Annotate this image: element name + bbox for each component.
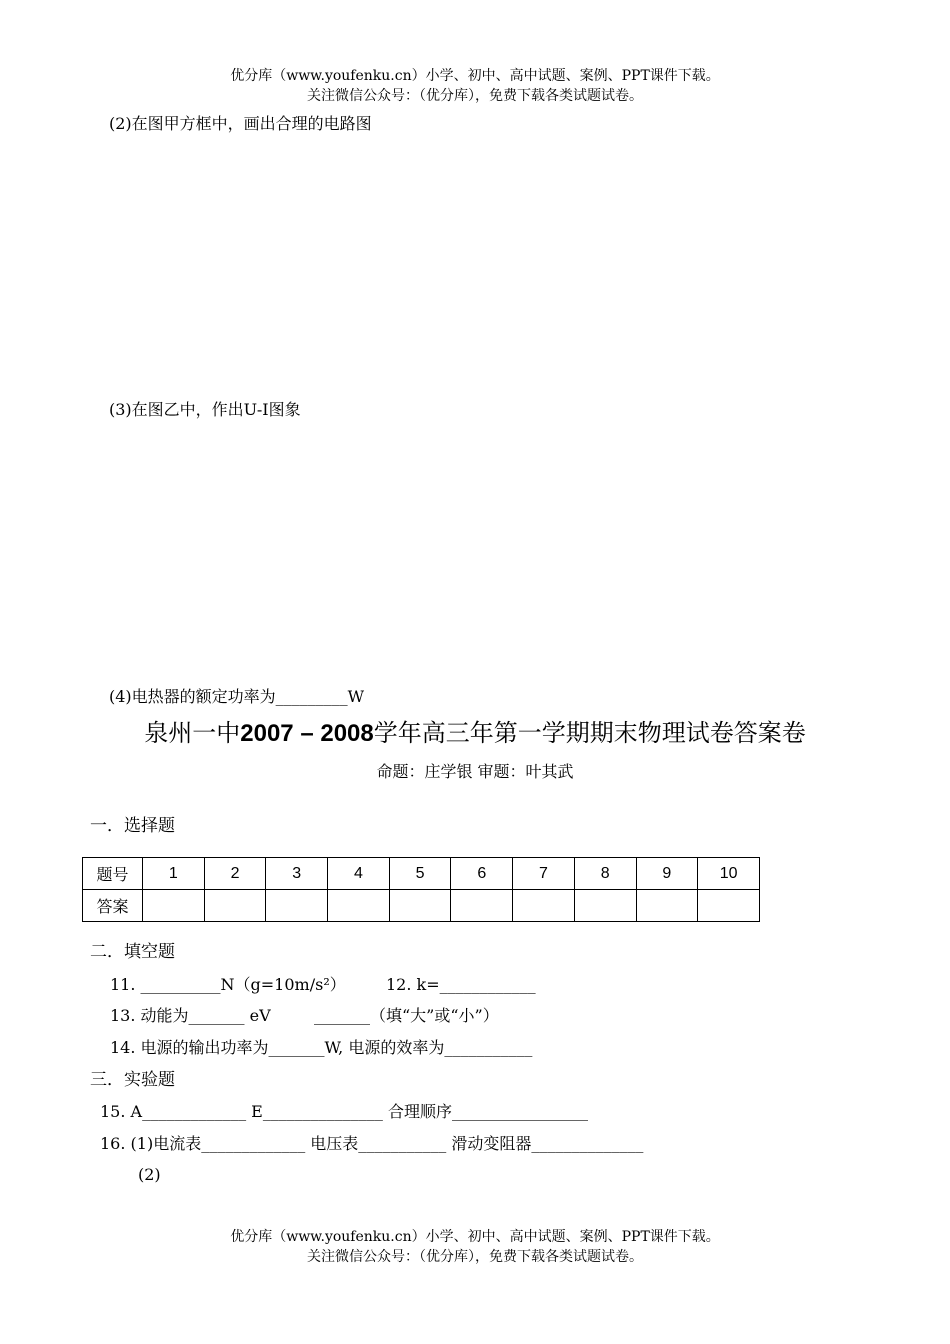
question-number-cell: 8 — [574, 858, 636, 890]
answer-cell[interactable] — [636, 890, 698, 922]
fill-item-13b: _______（填“大”或“小”） — [314, 1006, 499, 1025]
exp-item-16-2: (2) — [138, 1165, 161, 1184]
answer-cell[interactable] — [266, 890, 328, 922]
answer-cell[interactable] — [328, 890, 390, 922]
fill-item-13a: 13. 动能为_______ eV — [110, 1006, 271, 1025]
table-answer-label: 答案 — [83, 890, 143, 922]
exam-authors: 命题：庄学银 审题：叶其武 — [376, 762, 574, 781]
question-number-cell: 7 — [513, 858, 575, 890]
answer-table-answer-row — [83, 890, 760, 922]
answer-table — [82, 857, 760, 922]
answer-cell[interactable] — [143, 890, 205, 922]
exam-title — [0, 718, 950, 749]
answer-cell[interactable] — [204, 890, 266, 922]
exp-item-16: 16. (1)电流表_____________ 电压表___________ 滑动变阻器______________ — [100, 1134, 644, 1153]
answer-cell[interactable] — [574, 890, 636, 922]
header-line-2: 关注微信公众号：（优分库），免费下载各类试题试卷。 — [307, 88, 643, 104]
title-school: 泉州一中 — [144, 719, 241, 747]
question-4-text: (4)电热器的额定功率为_________W — [109, 687, 365, 706]
fill-item-12: 12. k=____________ — [386, 975, 536, 994]
answer-cell[interactable] — [513, 890, 575, 922]
title-rest: 学年高三年第一学期期末物理试卷答案卷 — [373, 719, 806, 747]
title-years: 2007 – 2008 — [240, 720, 374, 747]
question-number-cell: 10 — [698, 858, 760, 890]
question-number-cell: 9 — [636, 858, 698, 890]
footer-line-2: 关注微信公众号：（优分库），免费下载各类试题试卷。 — [307, 1249, 643, 1265]
fill-item-14: 14. 电源的输出功率为_______W, 电源的效率为___________ — [110, 1038, 533, 1057]
header-line-1: 优分库（www.youfenku.cn）小学、初中、高中试题、案例、PPT课件下载。 — [230, 68, 720, 84]
question-2-text: (2)在图甲方框中，画出合理的电路图 — [109, 114, 372, 133]
answer-table-number-row — [83, 858, 760, 890]
answer-cell[interactable] — [698, 890, 760, 922]
answer-cell[interactable] — [451, 890, 513, 922]
question-number-cell: 6 — [451, 858, 513, 890]
answer-cell[interactable] — [389, 890, 451, 922]
fill-item-11: 11. __________N（g=10m/s²） — [110, 975, 346, 994]
question-number-cell: 4 — [328, 858, 390, 890]
question-3-text: (3)在图乙中，作出U-I图象 — [109, 400, 301, 419]
question-number-cell: 5 — [389, 858, 451, 890]
section-choice-heading: 一．选择题 — [90, 816, 175, 836]
section-fill-heading: 二．填空题 — [90, 942, 175, 962]
table-header-label: 题号 — [83, 858, 143, 890]
question-number-cell: 3 — [266, 858, 328, 890]
exp-item-15: 15. A_____________ E_______________ 合理顺序_________________ — [100, 1102, 588, 1121]
question-number-cell: 1 — [143, 858, 205, 890]
section-experiment-heading: 三．实验题 — [90, 1070, 175, 1090]
question-number-cell: 2 — [204, 858, 266, 890]
footer-line-1: 优分库（www.youfenku.cn）小学、初中、高中试题、案例、PPT课件下载。 — [230, 1229, 720, 1245]
